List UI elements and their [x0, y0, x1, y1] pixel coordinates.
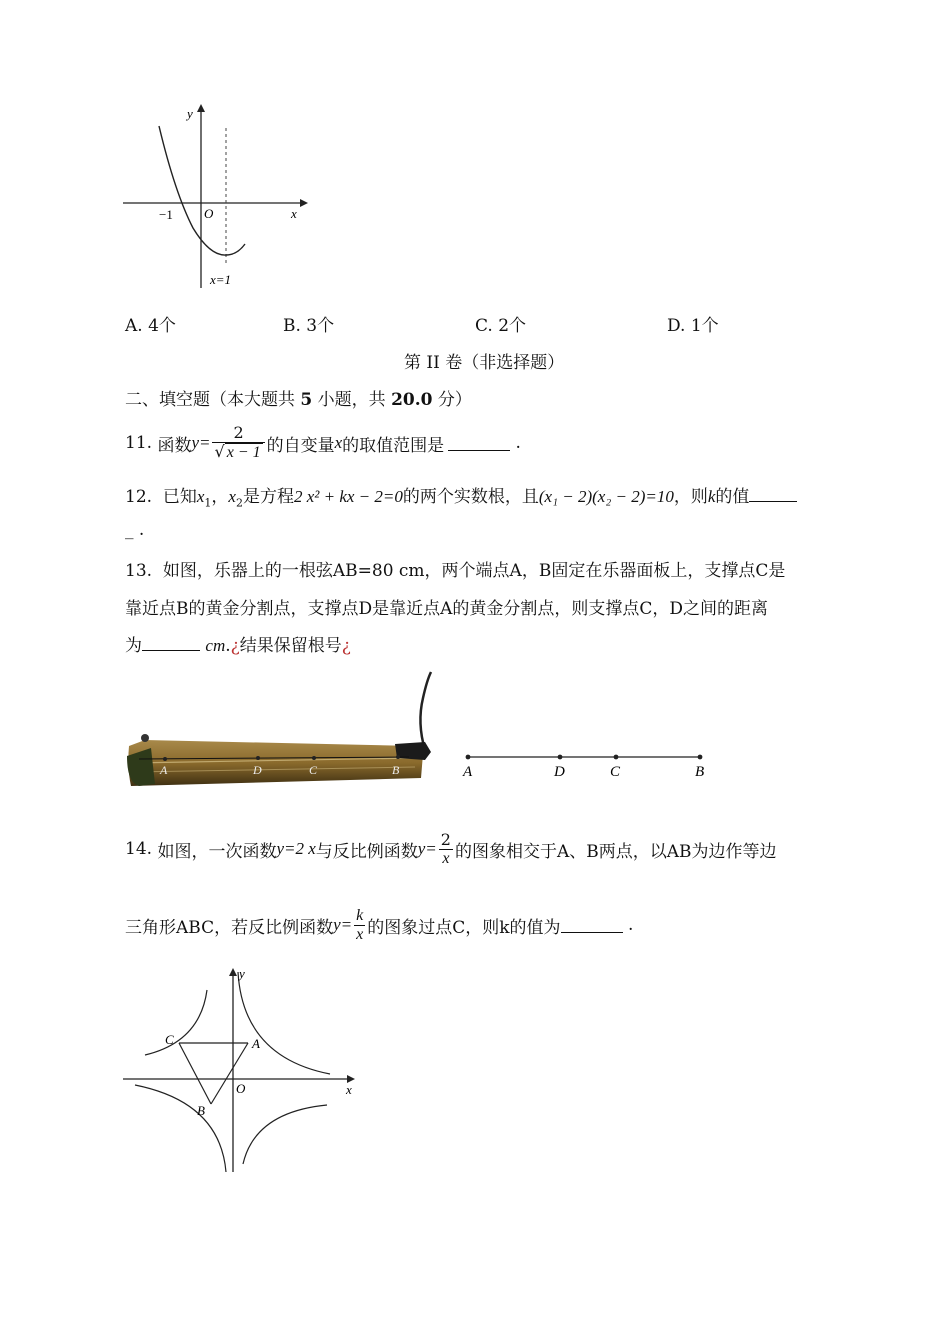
q14-answer-blank [561, 918, 623, 933]
option-c: C. 2个 [475, 316, 527, 336]
origin-label: O [204, 206, 214, 221]
q14-frac1-num: 2 [440, 829, 451, 849]
part-heading-middle: 小题，共 [312, 390, 392, 410]
q14-number: 14. [125, 839, 153, 859]
parabola-graph [115, 98, 315, 293]
q12-sub2: 2 [235, 496, 243, 510]
q14-frac1-den: x [442, 849, 450, 867]
q14-fraction-2 [354, 907, 365, 943]
part-heading-score: 20.0 [391, 390, 433, 410]
x-axis-label: x [291, 206, 297, 221]
question-13-line-3 [125, 631, 351, 656]
q12-x1: x [196, 487, 205, 506]
q14-linear-fn: y=2 x [276, 839, 316, 858]
q14-end: . [627, 915, 634, 935]
instrument-label-d: D [253, 763, 262, 777]
segment-label-b: B [695, 764, 705, 780]
part-heading-suffix: 分） [432, 390, 472, 410]
q11-text-before: 函数 [157, 435, 192, 456]
question-14-line-2 [125, 900, 633, 950]
question-13-line-2: 靠近点B的黄金分割点，支撑点D是靠近点A的黄金分割点，则支撑点C，D之间的距离 [125, 599, 769, 619]
q12-number: 12. [125, 487, 153, 507]
q14-text-5: 的图象过点C，则k的值为 [367, 917, 561, 938]
q13-number: 13. [125, 561, 153, 581]
q11-text-after1: 的自变量 [266, 435, 335, 456]
part-heading-count: 5 [300, 390, 313, 410]
q14-fraction-1 [439, 831, 453, 867]
instrument-label-c: C [309, 763, 318, 777]
q12-condition: (x₁ − 2)(x₂ − 2)=10 [538, 487, 674, 506]
q11-fraction-numerator: 2 [212, 424, 264, 443]
section-title: 第 II 卷（非选择题） [404, 353, 565, 373]
q12-equation: 2 x² + kx − 2=0 [293, 487, 403, 506]
hyperbola-triangle-graph [115, 962, 365, 1177]
segment-label-c: C [610, 764, 621, 780]
q12-k: k [707, 487, 716, 506]
q12-comma: ， [211, 487, 229, 507]
q12-text-1: 已知 [162, 487, 197, 507]
q12-sub1: 1 [204, 496, 212, 510]
q14-y-2: y= [333, 915, 353, 934]
q12-x2: x [228, 487, 236, 506]
q13-answer-blank [142, 636, 200, 651]
option-d: D. 1个 [667, 316, 719, 336]
graph2-x-label: x [346, 1082, 352, 1097]
q11-radicand: x − 1 [226, 444, 261, 461]
question-14-line-1 [125, 824, 777, 874]
q11-fraction [212, 424, 264, 461]
point-c-label: C [165, 1032, 174, 1047]
q13-symbol-1: ¿ [230, 636, 240, 656]
q12-text-4: ，则 [673, 487, 708, 507]
q14-text-3: 的图象相交于A、B两点，以AB为边作等边 [454, 841, 777, 862]
q13-line3-pre: 为 [125, 636, 142, 656]
q11-answer-blank [448, 436, 510, 451]
q11-number: 11. [125, 433, 153, 453]
q12-text-2: 是方程 [242, 487, 294, 507]
segment-label-a: A [463, 764, 473, 780]
q12-text-3: 的两个实数根，且 [402, 487, 539, 507]
q11-var: x [334, 433, 343, 452]
axis-of-symmetry-label: x=1 [210, 272, 232, 287]
guqin-instrument-image [125, 668, 440, 790]
q11-y: y= [191, 433, 211, 452]
q13-line1-text: 如图，乐器上的一根弦AB=80 cm，两个端点A，B固定在乐器面板上，支撑点C是 [162, 561, 786, 581]
question-13-line-1 [125, 556, 785, 581]
q14-y-1: y= [417, 839, 437, 858]
part-heading [125, 385, 472, 410]
q14-text-4: 三角形ABC，若反比例函数 [125, 917, 334, 938]
q14-text-1: 如图，一次函数 [157, 841, 277, 862]
point-a-label: A [252, 1036, 260, 1051]
option-a: A. 4个 [125, 316, 176, 336]
q11-end: . [515, 433, 521, 453]
segment-diagram [455, 745, 725, 785]
q13-symbol-2: ¿ [341, 636, 351, 656]
instrument-label-a: A [160, 763, 168, 777]
q14-text-2: 与反比例函数 [315, 841, 418, 862]
q14-frac2-num: k [356, 906, 364, 924]
question-11 [125, 418, 521, 468]
q11-text-after2: 的取值范围是 [342, 435, 445, 456]
q12-continuation: _ . [125, 520, 145, 540]
minus-one-label: −1 [159, 207, 173, 222]
option-b: B. 3个 [283, 316, 335, 336]
point-b-label: B [197, 1103, 205, 1118]
y-axis-label: y [187, 106, 193, 121]
instrument-label-b: B [392, 763, 400, 777]
q12-answer-blank [749, 487, 797, 502]
q13-dot: . [225, 636, 231, 656]
q13-unit: cm [205, 636, 226, 655]
graph2-origin-label: O [236, 1081, 246, 1096]
q12-text-5: 的值 [715, 487, 750, 507]
segment-label-d: D [554, 764, 565, 780]
q13-line3-text: 结果保留根号 [239, 636, 342, 656]
graph2-y-label: y [239, 966, 245, 981]
q14-frac2-den: x [356, 925, 364, 943]
q11-fraction-denominator: √ x − 1 [214, 442, 261, 461]
part-heading-prefix: 二、填空题（本大题共 [125, 390, 301, 410]
question-12 [125, 482, 797, 509]
